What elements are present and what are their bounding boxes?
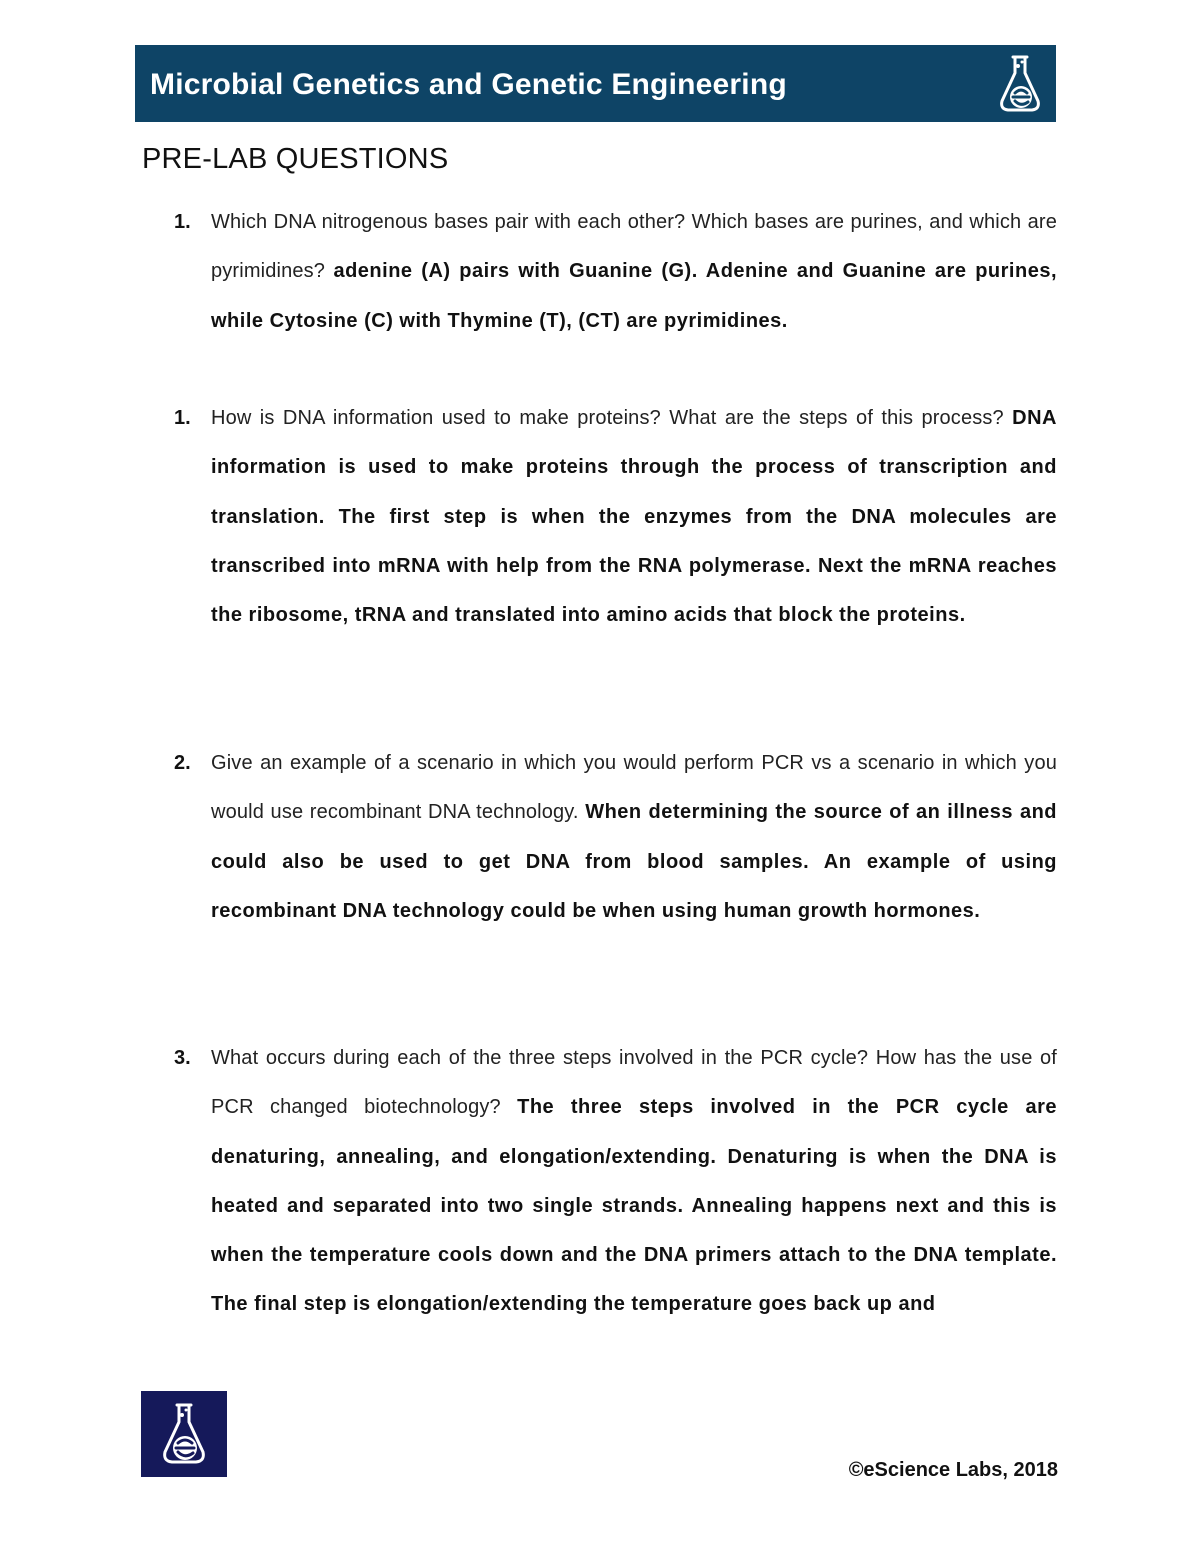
question-body bbox=[211, 198, 1057, 346]
answer-text: adenine (A) pairs with Guanine (G). Adenine and Guanine are purines, while Cytosine (C) with Thymine (T), (CT) are pyrimidines. bbox=[211, 260, 1058, 332]
question-text: What occurs during each of the three steps involved in the PCR cycle? How has the use of PCR changed biotechnology? bbox=[211, 1047, 1057, 1119]
answer-text: When determining the source of an illness and could also be used to get DNA from blood samples. An example of using recombinant DNA technology could be when using human growth hormones. bbox=[211, 801, 1057, 922]
answer-text: DNA information is used to make proteins through the process of transcription and translation. The first step is when the enzymes from the DNA molecules are transcribed into mRNA with help from the RNA polymerase. Next the mRNA reaches the ribosome, tRNA and translated into amino acids that block the proteins. bbox=[211, 407, 1057, 627]
flask-e-logo-icon bbox=[996, 53, 1044, 115]
question-body bbox=[211, 394, 1057, 640]
document-title: Microbial Genetics and Genetic Engineering bbox=[150, 67, 787, 101]
header-banner bbox=[135, 45, 1056, 122]
answer-text: The three steps involved in the PCR cycle are denaturing, annealing, and elongation/extending. Denaturing is when the DNA is heated and separated into two single strands. Annealing happens next and this is when the temperature cools down and the DNA primers attach to the DNA template. The final step is elongation/extending the temperature goes back up and bbox=[211, 1096, 1057, 1316]
question-text: How is DNA information used to make proteins? What are the steps of this process? bbox=[211, 407, 1013, 429]
question-number: 3. bbox=[174, 1047, 191, 1069]
question-body bbox=[211, 739, 1057, 936]
flask-e-logo-icon bbox=[158, 1401, 210, 1467]
question-number: 2. bbox=[174, 752, 191, 774]
section-title: PRE-LAB QUESTIONS bbox=[142, 143, 449, 175]
question-text: Which DNA nitrogenous bases pair with each other? Which bases are purines, and which are pyrimidines? bbox=[211, 211, 1057, 283]
question-body bbox=[211, 1034, 1057, 1330]
question-text: Give an example of a scenario in which you would perform PCR vs a scenario in which you would use recombinant DNA technology. bbox=[211, 752, 1057, 824]
question-number: 1. bbox=[174, 407, 191, 429]
footer-logo bbox=[141, 1391, 227, 1477]
question-number: 1. bbox=[174, 211, 191, 233]
copyright-text: ©eScience Labs, 2018 bbox=[848, 1459, 1058, 1481]
